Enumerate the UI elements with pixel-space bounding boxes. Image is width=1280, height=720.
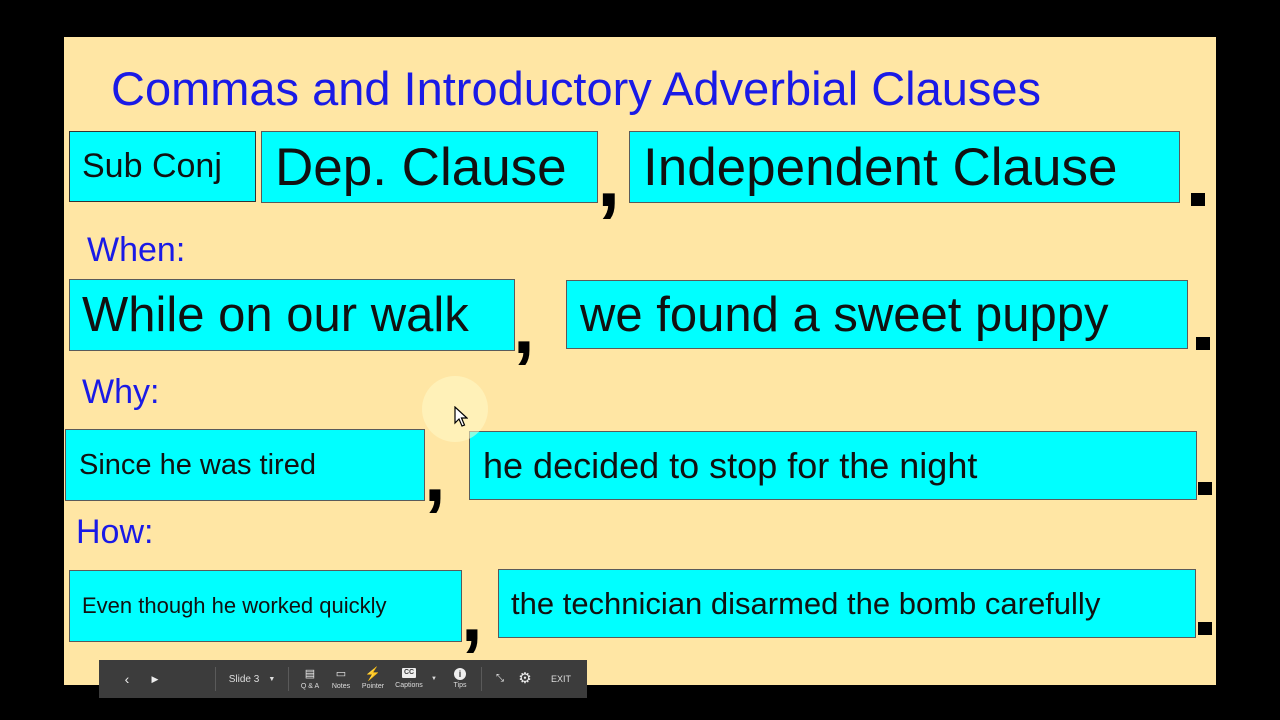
exit-fullscreen-button[interactable] [488, 660, 512, 698]
prev-slide-button[interactable] [113, 660, 141, 698]
qa-button[interactable] [295, 660, 325, 698]
dep-clause-box [261, 131, 598, 203]
independent-clause-box [629, 131, 1180, 203]
caret-down-icon: ▼ [268, 675, 276, 683]
when-dependent-box [69, 279, 515, 351]
toolbar-divider [481, 667, 482, 691]
when-label: When: [87, 231, 186, 269]
pointer-icon: ⚡ [364, 666, 382, 681]
mouse-cursor-icon [454, 406, 468, 428]
presenter-toolbar [99, 660, 587, 698]
notes-label: Notes [331, 683, 351, 690]
when-independent-text: we found a sweet puppy [580, 287, 1109, 342]
when-period [1196, 337, 1210, 350]
how-comma: , [461, 570, 483, 658]
presentation-slide [64, 37, 1216, 685]
toolbar-divider [215, 667, 216, 691]
independent-clause-text: Independent Clause [643, 137, 1118, 197]
why-label: Why: [82, 373, 160, 411]
qa-label: Q & A [300, 683, 320, 690]
captions-icon: CC [403, 669, 415, 676]
notes-icon: ▭ [335, 668, 347, 680]
settings-button[interactable] [512, 660, 538, 698]
why-comma: , [424, 430, 446, 518]
slide-selector-text: Slide 3 [228, 673, 260, 685]
how-dependent-text: Even though he worked quickly [82, 593, 387, 618]
sub-conj-box [69, 131, 256, 202]
captions-options-button[interactable] [429, 660, 439, 698]
chevron-left-icon: ‹ [124, 671, 130, 687]
play-icon: ▶ [151, 674, 159, 684]
pointer-label: Pointer [361, 683, 385, 690]
when-independent-box [566, 280, 1188, 349]
how-period [1198, 622, 1212, 635]
tips-button[interactable] [445, 660, 475, 698]
pointer-button[interactable] [357, 660, 389, 698]
when-dependent-text: While on our walk [82, 288, 469, 342]
captions-label: Captions [395, 682, 423, 689]
exit-fullscreen-icon: ⤡ [496, 673, 504, 684]
how-independent-text: the technician disarmed the bomb carefully [511, 585, 1101, 621]
pattern-period [1191, 193, 1205, 206]
exit-label: EXIT [550, 674, 571, 684]
when-comma: , [513, 282, 535, 370]
why-independent-text: he decided to stop for the night [483, 444, 978, 486]
captions-button[interactable] [389, 660, 429, 698]
sub-conj-text: Sub Conj [82, 147, 222, 185]
why-independent-box [469, 431, 1197, 500]
how-label: How: [76, 513, 154, 551]
info-icon: i [454, 668, 466, 680]
notes-button[interactable] [325, 660, 357, 698]
how-independent-box [498, 569, 1196, 638]
toolbar-divider [288, 667, 289, 691]
slide-selector[interactable] [222, 660, 282, 698]
gear-icon: ⚙ [518, 670, 532, 687]
tips-label: Tips [453, 682, 467, 689]
qa-icon: ▤ [304, 668, 316, 680]
why-period [1198, 482, 1212, 495]
slide-title: Commas and Introductory Adverbial Clauses [111, 62, 1041, 115]
exit-button[interactable] [538, 660, 584, 698]
play-button[interactable] [141, 660, 169, 698]
dep-clause-text: Dep. Clause [275, 137, 567, 197]
why-dependent-text: Since he was tired [79, 448, 316, 481]
pattern-comma: , [597, 130, 621, 224]
caret-down-icon: ▼ [431, 676, 437, 682]
why-dependent-box [65, 429, 425, 501]
how-dependent-box [69, 570, 462, 642]
